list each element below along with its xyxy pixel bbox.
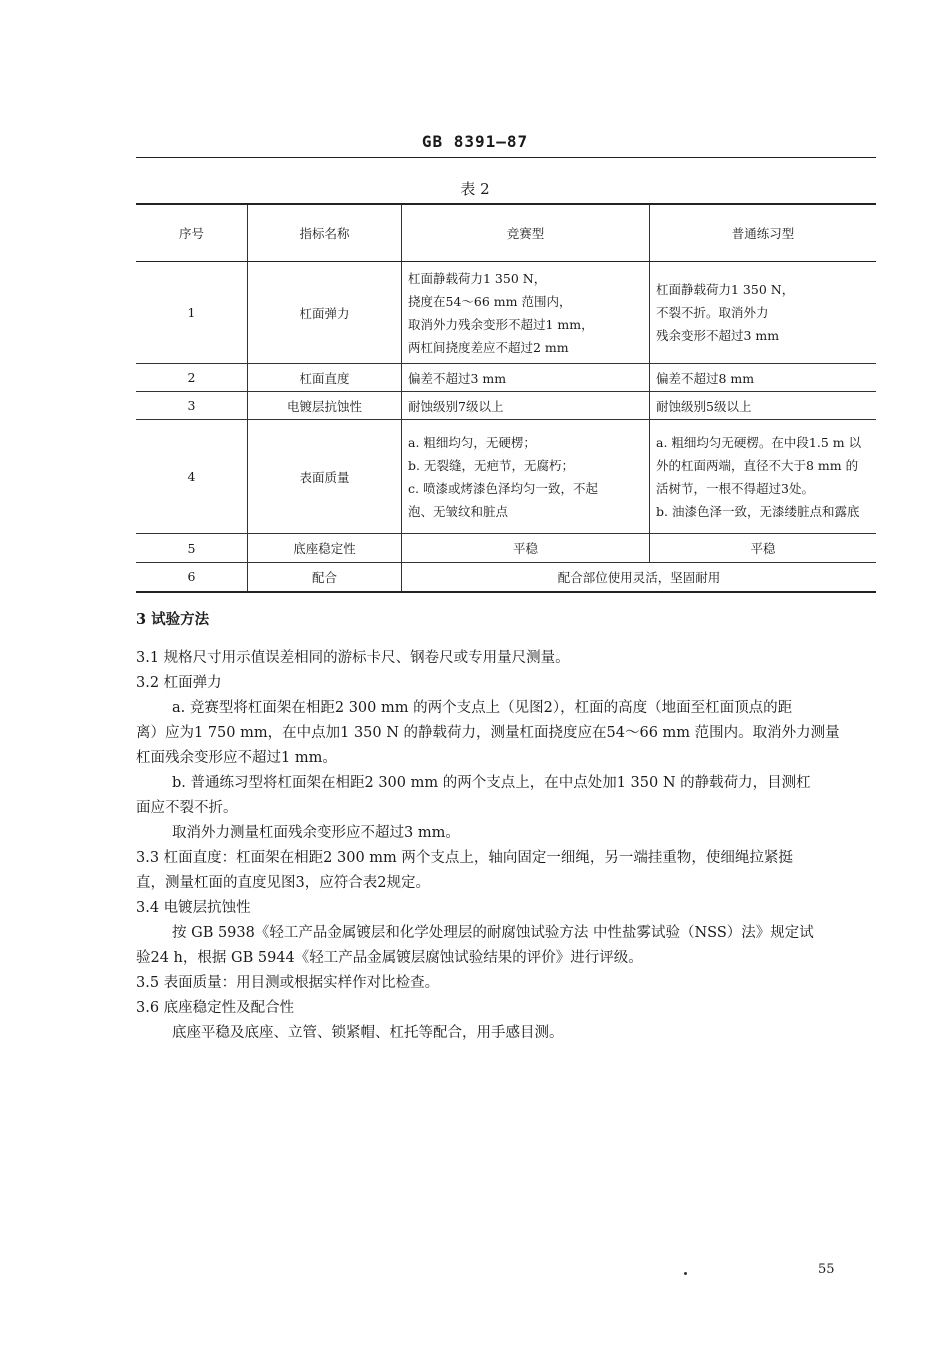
clause-3-4: 3.4 电镀层抗蚀性 xyxy=(136,900,251,916)
clause-3-4-cont: 验24 h，根据 GB 5944《轻工产品金属镀层腐蚀试验结果的评价》进行评级。 xyxy=(136,950,643,966)
clause-3-4-body: 按 GB 5938《轻工产品金属镀层和化学处理层的耐腐蚀试验方法 中性盐雾试验（NSS）法》规定试 xyxy=(172,925,814,941)
row-name: 电镀层抗蚀性 xyxy=(248,392,402,420)
row-merged: 配合部位使用灵活，坚固耐用 xyxy=(402,563,877,592)
table-row xyxy=(136,392,876,420)
row-no: 6 xyxy=(136,563,248,592)
row-no: 4 xyxy=(136,420,248,534)
row-no: 5 xyxy=(136,534,248,563)
section-3-title: 3 试验方法 xyxy=(136,611,210,628)
row-competition xyxy=(402,262,650,364)
cell-line: 挠度在54～66 mm 范围内， xyxy=(408,293,572,309)
table-row xyxy=(136,364,876,392)
row-competition: 偏差不超过3 mm xyxy=(402,364,650,392)
page-number: 55 xyxy=(818,1262,835,1277)
clause-3-3-cont: 直，测量杠面的直度见图3，应符合表2规定。 xyxy=(136,875,430,891)
header-practice: 普通练习型 xyxy=(650,204,877,262)
table-row xyxy=(136,262,876,364)
clause-3-2-a-cont: 杠面残余变形应不超过1 mm。 xyxy=(136,750,337,766)
row-name: 杠面直度 xyxy=(248,364,402,392)
cell-line: a. 粗细均匀，无硬楞； xyxy=(408,434,536,450)
table-row xyxy=(136,563,876,592)
spec-table xyxy=(136,203,876,593)
table-caption: 表 2 xyxy=(460,180,490,198)
clause-3-6: 3.6 底座稳定性及配合性 xyxy=(136,1000,295,1016)
row-practice: 偏差不超过8 mm xyxy=(650,364,877,392)
row-competition: 耐蚀级别7级以上 xyxy=(402,392,650,420)
cell-line: 泡、无皱纹和脏点 xyxy=(408,503,509,519)
row-practice xyxy=(650,420,877,534)
row-practice: 平稳 xyxy=(650,534,877,563)
cell-line: 外的杠面两端，直径不大于8 mm 的 xyxy=(656,457,859,473)
row-name: 配合 xyxy=(248,563,402,592)
header-name: 指标名称 xyxy=(248,204,402,262)
table-row xyxy=(136,534,876,563)
cell-line: 活树节，一根不得超过3处。 xyxy=(656,480,814,496)
cell-line: 杠面静载荷力1 350 N， xyxy=(656,282,795,297)
table-header-row xyxy=(136,204,876,262)
row-practice xyxy=(650,262,877,364)
cell-line: 残余变形不超过3 mm xyxy=(656,328,780,343)
cell-line: a. 粗细均匀无硬楞。在中段1.5 m 以 xyxy=(656,434,862,450)
cell-line: c. 喷漆或烤漆色泽均匀一致，不起 xyxy=(408,480,598,496)
cell-line: 杠面静载荷力1 350 N， xyxy=(408,270,547,286)
clause-3-5: 3.5 表面质量：用目测或根据实样作对比检查。 xyxy=(136,975,440,991)
header-rule xyxy=(136,157,876,158)
standard-header: GB 8391—87 xyxy=(421,132,529,151)
section-body xyxy=(136,646,876,1046)
scan-speck xyxy=(684,1272,687,1275)
table-row xyxy=(136,420,876,534)
clause-3-1: 3.1 规格尺寸用示值误差相同的游标卡尺、钢卷尺或专用量尺测量。 xyxy=(136,650,570,666)
clause-3-2-a: a. 竞赛型将杠面架在相距2 300 mm 的两个支点上（见图2），杠面的高度（地面至杠面顶点的距 xyxy=(172,700,793,716)
row-name: 表面质量 xyxy=(248,420,402,534)
cell-line: 不裂不折。取消外力 xyxy=(656,305,769,320)
section-heading xyxy=(136,607,876,632)
row-name: 底座稳定性 xyxy=(248,534,402,563)
row-practice: 耐蚀级别5级以上 xyxy=(650,392,877,420)
clause-3-2-b-cont: 面应不裂不折。 xyxy=(136,800,238,816)
clause-3-2-b-cont: 取消外力测量杠面残余变形应不超过3 mm。 xyxy=(172,825,460,841)
header-no: 序号 xyxy=(136,204,248,262)
row-competition: 平稳 xyxy=(402,534,650,563)
clause-3-6-body: 底座平稳及底座、立管、锁紧帽、杠托等配合，用手感目测。 xyxy=(172,1025,564,1041)
cell-line: b. 无裂缝，无疤节，无腐朽； xyxy=(408,457,574,473)
row-name: 杠面弹力 xyxy=(248,262,402,364)
clause-3-2-b: b. 普通练习型将杠面架在相距2 300 mm 的两个支点上，在中点处加1 350 N 的静载荷力，目测杠 xyxy=(172,775,811,791)
cell-line: 两杠间挠度差应不超过2 mm xyxy=(408,339,569,355)
header-competition: 竞赛型 xyxy=(402,204,650,262)
row-no: 1 xyxy=(136,262,248,364)
row-no: 3 xyxy=(136,392,248,420)
row-competition xyxy=(402,420,650,534)
row-no: 2 xyxy=(136,364,248,392)
clause-3-2: 3.2 杠面弹力 xyxy=(136,675,222,691)
cell-line: 取消外力残余变形不超过1 mm， xyxy=(408,316,594,332)
clause-3-2-a-cont: 离）应为1 750 mm，在中点加1 350 N 的静载荷力，测量杠面挠度应在54～66 mm 范围内。取消外力测量 xyxy=(136,725,840,741)
clause-3-3: 3.3 杠面直度：杠面架在相距2 300 mm 两个支点上，轴向固定一细绳，另一端挂重物，使细绳拉紧挺 xyxy=(136,850,793,866)
cell-line: b. 油漆色泽一致，无漆缕脏点和露底 xyxy=(656,503,860,519)
